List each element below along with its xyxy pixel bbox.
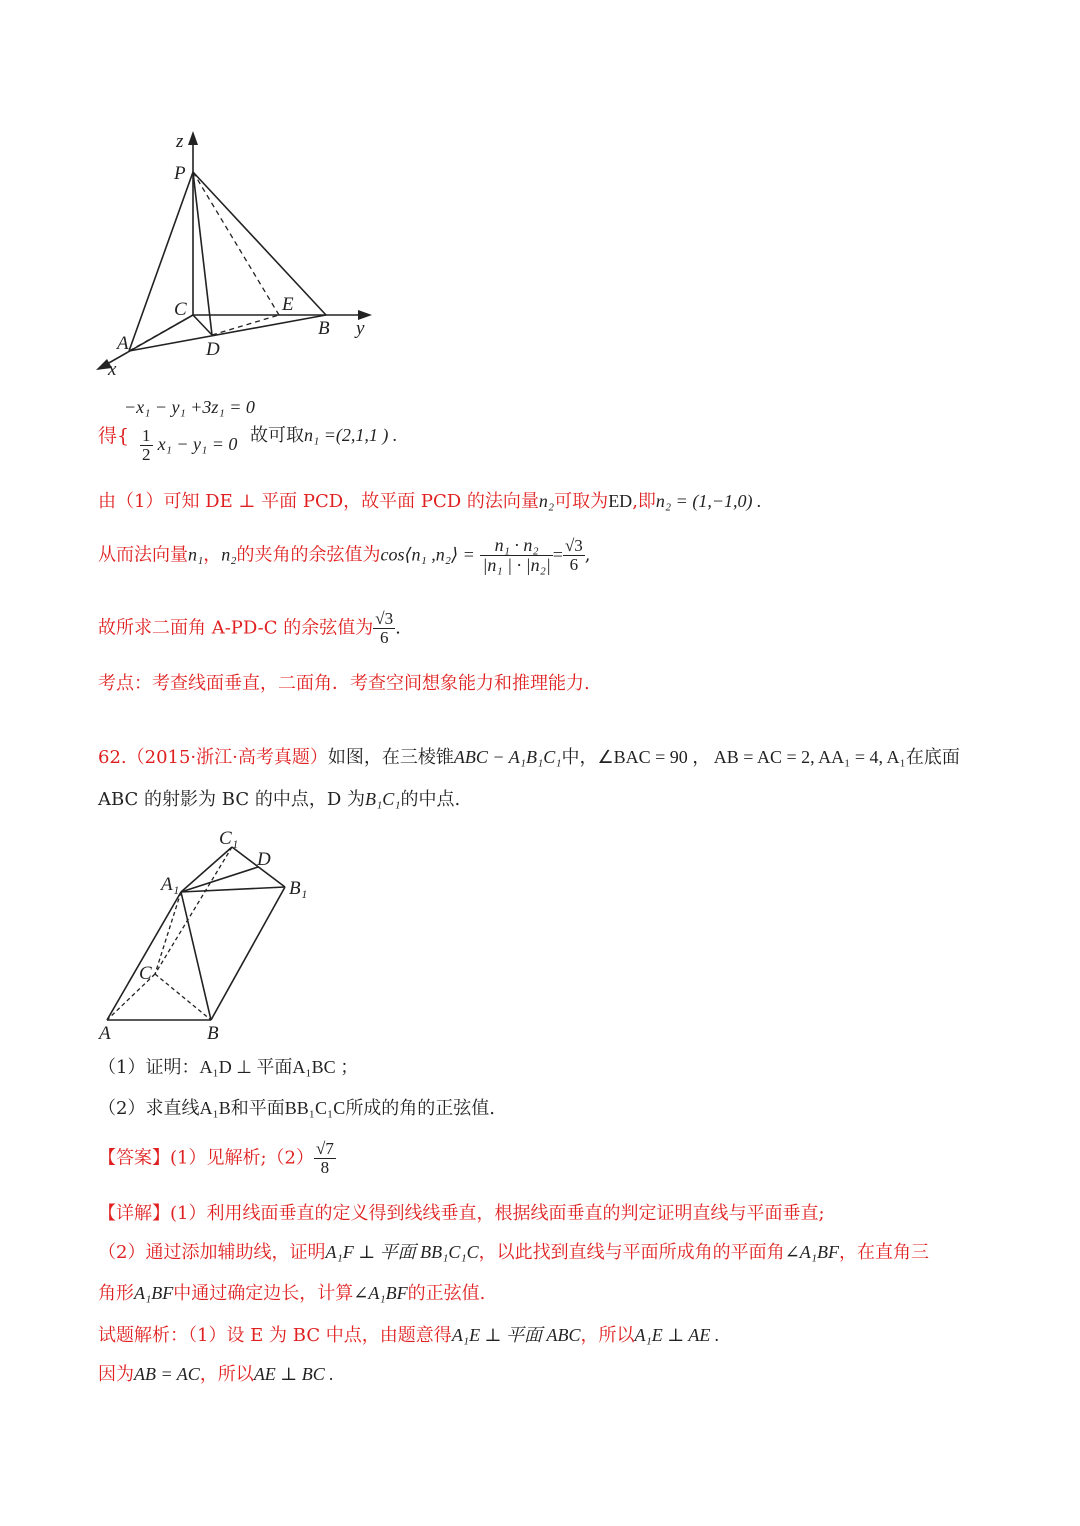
edge-a1c1 — [181, 847, 232, 892]
edge-a1a — [107, 892, 181, 1020]
label-c: C — [139, 963, 152, 984]
edge-pe-hidden — [193, 172, 279, 315]
label-a: A — [99, 1023, 111, 1044]
dihedral-result-line: 故所求二面角 A-PD-C 的余弦值为 $\frac{√3}{6}$ . — [98, 609, 401, 647]
z-arrow-icon — [188, 131, 198, 145]
result-fraction: $\frac{√3}{6}$ — [375, 609, 394, 647]
label-b: B — [318, 318, 330, 339]
question-2: （2）求直线A₁B和平面BB₁C₁C所成的角的正弦值. — [98, 1098, 496, 1119]
prism-figure — [95, 822, 325, 1047]
kaodian-line: 考点：考查线面垂直，二面角．考查空间想象能力和推理能力. — [98, 673, 590, 694]
label-b: B — [207, 1023, 219, 1044]
label-p: P — [174, 163, 186, 184]
edge-ab — [129, 315, 326, 351]
cos-result-fraction: $\frac{√3}{6}$ — [564, 536, 583, 574]
pyramid-figure — [90, 125, 390, 380]
problem-62-line1: 62.（2015·浙江·高考真题）如图，在三棱锥ABC − A₁B₁C₁中，∠BAC = 90 ， AB = AC = 2, AA₁ = 4, A₁在底面 — [98, 747, 960, 768]
edge-cd — [193, 315, 212, 335]
label-y: y — [356, 318, 365, 339]
label-x: x — [108, 359, 117, 380]
label-a: A — [117, 333, 129, 354]
analysis-line1: 试题解析：（1）设 E 为 BC 中点，由题意得A₁E ⊥ 平面 ABC，所以A₁E ⊥ AE . — [98, 1325, 720, 1346]
label-b1: B₁ — [289, 878, 308, 899]
label-d: D — [206, 339, 220, 360]
detail-line2: （2）通过添加辅助线，证明A₁F ⊥ 平面 BB₁C₁C，以此找到直线与平面所成角的平面角∠A₁BF，在直角三 — [98, 1242, 929, 1263]
problem-62-line2: ABC 的射影为 BC 的中点，D 为B₁C₁的中点. — [98, 789, 461, 810]
question-1: （1）证明：A₁D ⊥ 平面A₁BC ； — [98, 1057, 359, 1078]
system-eq1: −x₁ − y₁ +3z₁ = 0 — [124, 397, 255, 417]
analysis-line2: 因为AB = AC，所以AE ⊥ BC . — [98, 1364, 334, 1385]
system-eq2: $\frac{1}{2}$ x₁ − y₁ = 0 — [142, 426, 238, 464]
normal-vector-n2-line: 由（1）可知 DE ⊥ 平面 PCD，故平面 PCD 的法向量n₂可取为ED,即n₂ = (1,−1,0) . — [98, 491, 762, 512]
label-z: z — [176, 131, 184, 152]
answer-fraction: $\frac{√7}{8}$ — [316, 1139, 334, 1177]
cos-fraction: $\frac{\text{n₁ · n₂}}{\text{|n₁ | · |n₂|}}$ — [482, 535, 551, 575]
answer-line: 【答案】(1）见解析;（2） $\frac{√7}{8}$ — [98, 1139, 334, 1177]
detail-line1: 【详解】(1）利用线面垂直的定义得到线线垂直，根据线面垂直的判定证明直线与平面垂直; — [98, 1203, 825, 1224]
half-fraction: $\frac{1}{2}$ — [142, 426, 151, 464]
label-d: D — [257, 849, 271, 870]
edge-a1c-hidden — [155, 892, 181, 974]
edge-c1c-hidden — [155, 847, 232, 974]
label-c1: C₁ — [219, 828, 239, 849]
choose-n1: 故可取n₁ =(2,1,1 ) . — [250, 425, 398, 446]
system-brace: 得{ — [98, 425, 130, 447]
label-a1: A₁ — [161, 874, 180, 895]
edge-a1b — [181, 892, 211, 1020]
edge-pb — [193, 172, 326, 315]
edge-pa — [129, 172, 193, 351]
label-e: E — [282, 294, 294, 315]
detail-line3: 角形A₁BF中通过确定边长，计算∠A₁BF的正弦值. — [98, 1283, 486, 1304]
cosine-line: 从而法向量n₁，n₂的夹角的余弦值为cos⟨n₁ ,n₂⟩ = $\frac{\text{n₁ · n₂}}{\text{|n₁ | · |n₂|}}$ = $\frac{√3}{6}$ , — [98, 535, 591, 575]
edge-pd — [193, 172, 212, 335]
label-c: C — [174, 299, 187, 320]
edge-b1b — [211, 887, 285, 1020]
